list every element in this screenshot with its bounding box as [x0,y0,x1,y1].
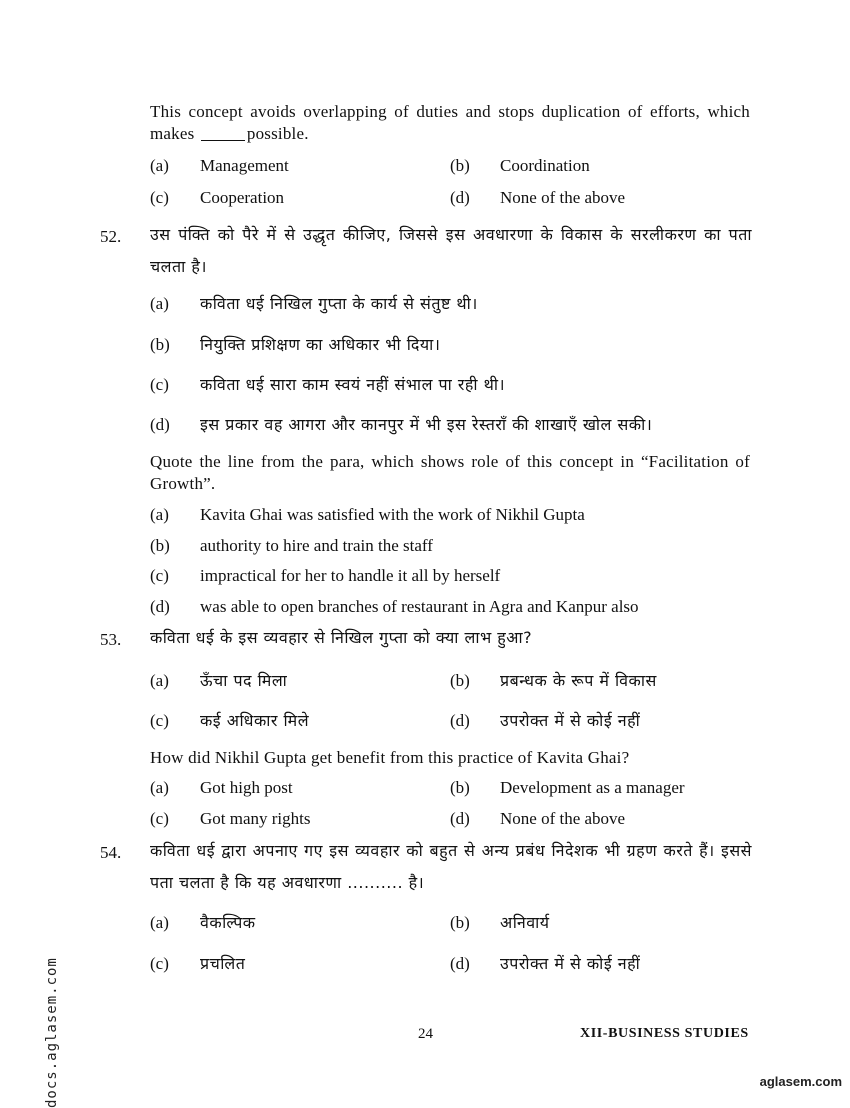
question-number-53: 53. [100,630,122,649]
brand-watermark: aglasem.com [759,1074,842,1089]
option-label: (b) [150,536,170,555]
option-text: Got high post [200,778,293,797]
question-number-52: 52. [100,227,122,246]
option-label: (b) [150,335,170,354]
option-text: वैकल्पिक [200,913,256,932]
question-number-54: 54. [100,843,122,862]
option-text: Kavita Ghai was satisfied with the work of Nikhil Gupta [200,505,585,524]
option-label: (d) [150,415,170,434]
subject-header: XII-BUSINESS STUDIES [580,1026,749,1041]
option-label: (a) [150,505,169,524]
q51-question-text [150,101,750,145]
option-text: उपरोक्त में से कोई नहीं [500,954,641,973]
fill-blank [201,140,245,141]
option-text: impractical for her to handle it all by herself [200,566,501,585]
q52-question-english: Quote the line from the para, which shows role of this concept in “Facilitation of Growth”. [150,452,750,493]
option-label: (c) [150,188,169,207]
option-text: अनिवार्य [500,913,550,932]
page-number: 24 [418,1026,433,1042]
option-label: (c) [150,375,169,394]
option-text: authority to hire and train the staff [200,536,433,555]
q51-text-end: possible. [246,124,309,143]
q51-text-start: This concept avoids overlapping of duties and stops duplication of efforts, which makes [150,102,750,143]
option-text: Coordination [500,156,590,175]
q54-question-hindi: कविता धई द्वारा अपनाए गए इस व्यवहार को बहुत से अन्य प्रबंध निदेशक भी ग्रहण करते हैं। इससे पता चलता है कि यह अवधारणा .......... है। [150,841,752,892]
option-label: (a) [150,294,169,313]
option-label: (b) [450,156,470,175]
option-label: (c) [150,809,169,828]
option-text: Management [200,156,289,175]
option-label: (b) [450,913,470,932]
option-label: (d) [450,188,470,207]
option-label: (d) [150,597,170,616]
option-text: उपरोक्त में से कोई नहीं [500,711,641,730]
option-label: (c) [150,954,169,973]
option-text: इस प्रकार वह आगरा और कानपुर में भी इस रेस्तराँ की शाखाएँ खोल सकी। [200,415,653,434]
option-label: (d) [450,711,470,730]
option-text: कई अधिकार मिले [200,711,310,730]
option-text: None of the above [500,809,626,828]
option-text: was able to open branches of restaurant in Agra and Kanpur also [200,597,639,616]
option-label: (d) [450,809,470,828]
option-label: (b) [450,671,470,690]
option-text: कविता धई सारा काम स्वयं नहीं संभाल पा रही थी। [200,375,506,394]
option-text: Development as a manager [500,778,685,797]
option-text: नियुक्ति प्रशिक्षण का अधिकार भी दिया। [200,335,441,354]
option-text: कविता धई निखिल गुप्ता के कार्य से संतुष्ट थी। [200,294,478,313]
option-text: Cooperation [200,188,285,207]
option-label: (b) [450,778,470,797]
option-text: प्रबन्धक के रूप में विकास [500,671,657,690]
q53-question-english: How did Nikhil Gupta get benefit from this practice of Kavita Ghai? [150,748,630,767]
option-label: (c) [150,711,169,730]
side-watermark: docs.aglasem.com [44,957,60,1108]
option-label: (c) [150,566,169,585]
option-text: प्रचलित [200,954,246,973]
option-text: ऊँचा पद मिला [200,671,288,690]
option-text: Got many rights [200,809,311,828]
option-label: (a) [150,671,169,690]
option-text: None of the above [500,188,626,207]
q52-question-hindi: उस पंक्ति को पैरे में से उद्धृत कीजिए, जिससे इस अवधारणा के विकास के सरलीकरण का पता चलता है। [150,225,752,276]
option-label: (a) [150,913,169,932]
option-label: (a) [150,156,169,175]
option-label: (a) [150,778,169,797]
option-label: (d) [450,954,470,973]
q53-question-hindi: कविता धई के इस व्यवहार से निखिल गुप्ता को क्या लाभ हुआ? [150,628,533,647]
